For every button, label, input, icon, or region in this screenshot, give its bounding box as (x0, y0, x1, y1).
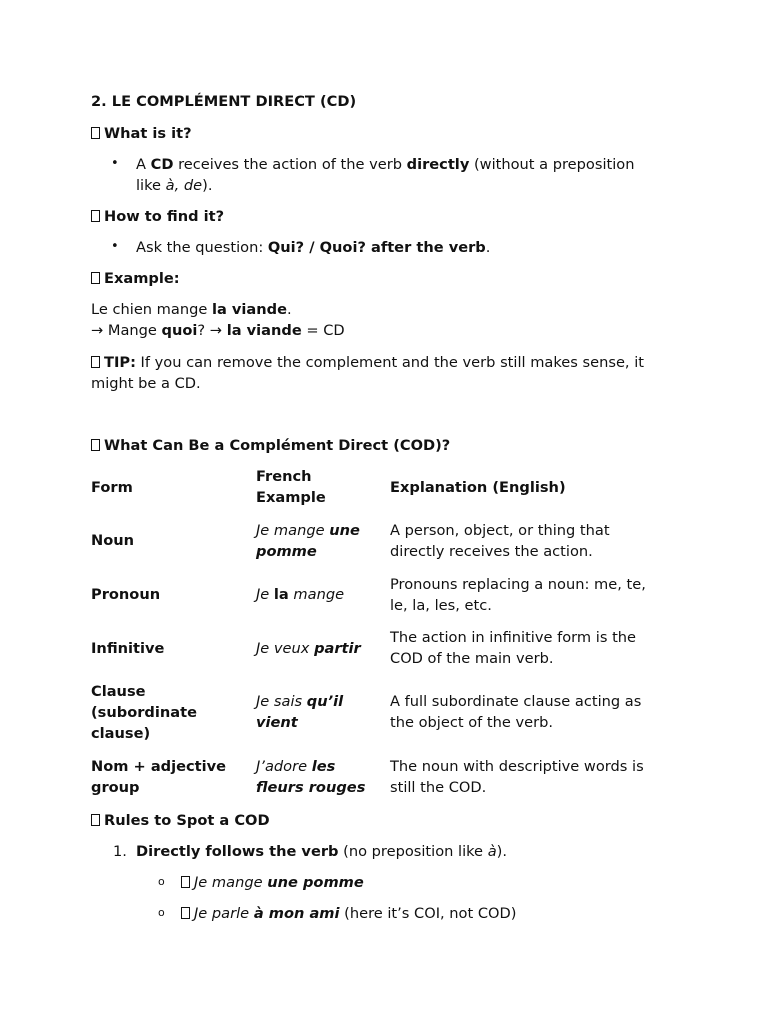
list-number: 1. (113, 843, 127, 860)
table-header-example: French Example (256, 468, 326, 506)
table-header-explanation: Explanation (English) (390, 479, 566, 496)
checkbox-glyph-icon (91, 439, 100, 451)
table-cell-explanation: The noun with descriptive words is still the COD. (390, 758, 644, 796)
rules-sub-1: Je mange une pomme (181, 872, 364, 893)
example-heading: Example: (91, 268, 180, 289)
section-title: 2. LE COMPLÉMENT DIRECT (CD) (91, 93, 357, 110)
what-bullet-line2: like à, de). (136, 177, 213, 194)
how-bullet: Ask the question: Qui? / Quoi? after the verb. (136, 239, 491, 256)
checkbox-glyph-icon (91, 814, 100, 826)
circle-bullet-icon: o (158, 875, 165, 888)
table-cell-explanation: A person, object, or thing that directly receives the action. (390, 522, 610, 560)
bullet-icon: • (111, 156, 119, 171)
table-cell-example: Je mange une pomme (256, 522, 360, 560)
table-cell-explanation: Pronouns replacing a noun: me, te, le, la, les, etc. (390, 576, 646, 614)
rules-sub-2: Je parle à mon ami (here it’s COI, not COD) (181, 903, 516, 924)
bullet-icon: • (111, 239, 119, 254)
table-cell-example: Je sais qu’il vient (256, 693, 344, 731)
table-cell-example: J’adore les fleurs rouges (256, 758, 366, 796)
table-cell-explanation: A full subordinate clause acting as the object of the verb. (390, 693, 642, 731)
example-line2: → Mange quoi? → la viande = CD (91, 322, 345, 339)
how-heading: How to find it? (91, 206, 224, 227)
circle-bullet-icon: o (158, 906, 165, 919)
tip-line1: TIP: If you can remove the complement and the verb still makes sense, it (91, 352, 644, 373)
rules-item-1: Directly follows the verb (no preposition like à). (136, 843, 507, 860)
checkbox-glyph-icon (91, 127, 100, 139)
checkbox-glyph-icon (91, 356, 100, 368)
checkbox-glyph-icon (181, 907, 190, 919)
table-cell-form: Clause (subordinate clause) (91, 683, 197, 742)
table-cell-example: Je veux partir (256, 640, 361, 657)
table-cell-explanation: The action in infinitive form is the COD of the main verb. (390, 629, 637, 667)
rules-heading: Rules to Spot a COD (91, 810, 270, 831)
what-heading: What is it? (91, 123, 192, 144)
checkbox-glyph-icon (91, 210, 100, 222)
table-cell-form: Pronoun (91, 586, 161, 603)
cod-heading: What Can Be a Complément Direct (COD)? (91, 435, 450, 456)
example-line1: Le chien mange la viande. (91, 301, 292, 318)
table-cell-form: Noun (91, 532, 135, 549)
table-header-form: Form (91, 479, 133, 496)
table-cell-form: Nom + adjective group (91, 758, 227, 796)
what-bullet-line1: A CD receives the action of the verb directly (without a preposition (136, 156, 635, 173)
checkbox-glyph-icon (181, 876, 190, 888)
tip-line2: might be a CD. (91, 375, 201, 392)
table-cell-form: Infinitive (91, 640, 165, 657)
checkbox-glyph-icon (91, 272, 100, 284)
table-cell-example: Je la mange (256, 586, 345, 603)
